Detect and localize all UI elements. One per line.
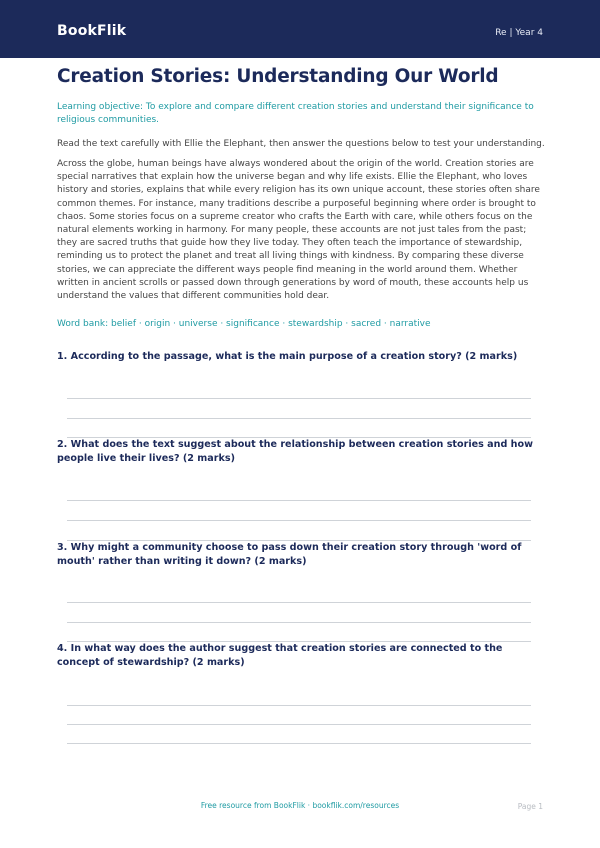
answer-line[interactable] xyxy=(67,724,531,725)
page-title: Creation Stories: Understanding Our World xyxy=(57,66,499,87)
footer-text: Free resource from BookFlik · bookflik.com/resources xyxy=(200,801,400,810)
header-bar xyxy=(0,0,600,58)
answer-line[interactable] xyxy=(67,398,531,399)
learning-objective: Learning objective: To explore and compare different creation stories and understand their significance to religious communities. xyxy=(57,102,534,125)
question-3: 3. Why might a community choose to pass down their creation story through 'word of mouth' rather than writing it down? (2 marks) xyxy=(57,542,522,567)
reading-passage: Across the globe, human beings have always wondered about the origin of the world. Creation stories are special narratives that explain how the universe began and why life exists. Ellie the Elephant, who loves history and stories, explains that while every religion has its own unique account, these stories often share common themes. For instance, many traditions describe a purposeful beginning where order is brought to chaos. Some stories focus on a supreme creator who crafts the Earth with care, while others focus on the natural elements working in harmony. For many people, these accounts are not just tales from the past; they are sacred truths that guide how they live today. They often teach the importance of stewardship, reminding us to protect the planet and treat all living things with kindness. By comparing these diverse stories, we can appreciate the different ways people find meaning in the world around them. Whether written in ancient scrolls or passed down through generations by word of mouth, these accounts help us understand the values that different communities hold dear. xyxy=(57,159,540,302)
subject-year-label: Re | Year 4 xyxy=(495,28,543,38)
question-4: 4. In what way does the author suggest that creation stories are connected to the concept of stewardship? (2 marks) xyxy=(57,643,503,668)
page-number: Page 1 xyxy=(517,802,543,811)
answer-line[interactable] xyxy=(67,743,531,744)
answer-line[interactable] xyxy=(67,705,531,706)
answer-line[interactable] xyxy=(67,602,531,603)
answer-line[interactable] xyxy=(67,418,531,419)
answer-line[interactable] xyxy=(67,520,531,521)
question-2: 2. What does the text suggest about the relationship between creation stories and how people live their lives? (2 marks) xyxy=(57,439,533,464)
intro-instructions: Read the text carefully with Ellie the Elephant, then answer the questions below to test your understanding. xyxy=(57,139,545,149)
brand-logo: BookFlik xyxy=(57,23,127,39)
answer-line[interactable] xyxy=(67,500,531,501)
word-bank: Word bank: belief · origin · universe · significance · stewardship · sacred · narrative xyxy=(57,319,431,329)
answer-line[interactable] xyxy=(67,622,531,623)
question-1: 1. According to the passage, what is the main purpose of a creation story? (2 marks) xyxy=(57,351,518,362)
